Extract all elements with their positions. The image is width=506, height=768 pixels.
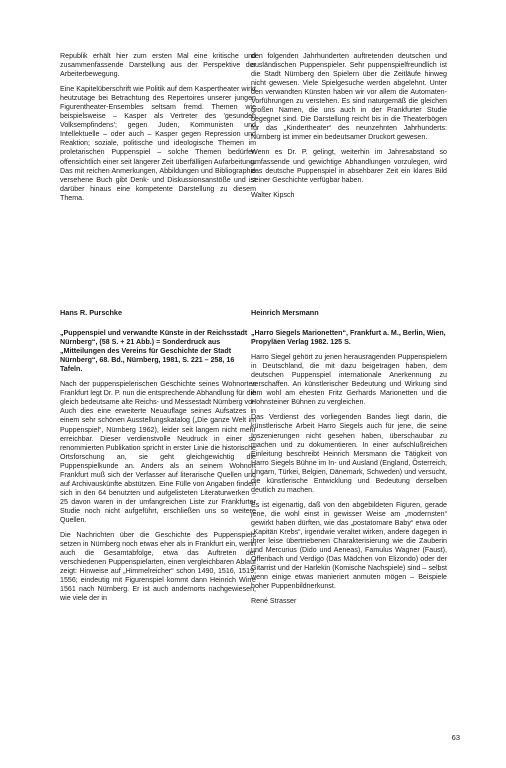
paragraph: Nach der puppenspielerischen Geschichte seines Wohnortes Frankfurt legt Dr. P. nun die entsprechende Abhandlung für die gleich bedeutsame alte Reichs- und Messestadt Nürnberg vor. Auch dies eine erweiterte Neuauflage seines Aufsatzes in einem sehr schönen Ausstellungskatalog („Die ganze Welt im Puppenspiel“, Nürnberg 1962), leider seit langem nicht mehr erreichbar. Dieser verdienstvolle Neudruck in einer so renommierten Publikation spricht in erster Linie die historische Ortsforschung an, sie geht gleichgewichtig die Puppenspielkunde an. Anders als an seinem Wohnort Frankfurt muß sich der Verfasser auf literarische Quellen und auf Archivauskünfte abstützen. Eine Fülle von Angaben finden sich in den 64 benutzten und aufgelisteten Literaturwerken – 25 davon waren in der umfangreichen Liste zur Frankfurter Studie noch nicht aufgeführt, erschließen uns so weitere Quellen. [60,380,256,524]
top-right-column [251,52,447,206]
review-signature: Walter Kipsch [251,190,295,199]
review-author: Heinrich Mersmann [251,308,319,317]
paragraph: Eine Kapitelüberschrift wie Politik auf dem Kaspertheater wirkt heutzutage bei Betrachtung des Repertoires unserer jungen Figurentheater-Ensembles seltsam fremd. Themen wie beispielsweise – Kasper als Vertreter des 'gesunden Volksempfindens'; gegen Juden, Kommunisten und Intellektuelle – oder auch – Kasper gegen Repression und Reaktion; soziale, politische und ideologische Themen im proletarischen Puppenspiel – solche Themen bedürfen offensichtlich einer seit längerer Zeit überfälligen Aufarbeitung. Das mit reichen Anmerkungen, Abbildungen und Bibliographie versehene Buch gibt Denk- und Diskussionsanstöße und ist darüber hinaus eine kompetente Darstellung zu diesem Thema. [60,85,256,202]
page-number: 63 [451,733,460,742]
review-author: Hans R. Purschke [60,308,123,317]
review-title: „Puppenspiel und verwandte Künste in der Reichsstadt Nürnberg“, (58 S. + 21 Abb.) = Sonderdruck aus „Mitteilungen des Vereins für Geschichte der Stadt Nürnberg“, 68. Bd., Nürnberg, 1981, S. 221 – 258, 16 Tafeln. [60,329,248,374]
paragraph: Wenn es Dr. P. gelingt, weiterhin im Jahresabstand so umfassende und gewichtige Abhandlungen vorzulegen, wird das deutsche Puppenspiel in absehbarer Zeit ein klares Bild seiner Geschichte verfügbar haben. [251,148,447,184]
review-left [60,308,256,609]
review-title: „Harro Siegels Marionetten“, Frankfurt a. M., Berlin, Wien, Propyläen Verlag 1982. 125 S. [251,329,446,347]
paragraph: Die Nachrichten über die Geschichte des Puppenspiels setzen in Nürnberg noch etwas eher als in Frankfurt ein, wenn auch die Gesamtabfolge, etwa das Auftreten der verschiedenen Puppenspielarten, einen vergleichbaren Ablauf zeigt: Hinweise auf „Himmelreicher“ schon 1490, 1516, 1519, 1556; eindeutig mit Figurenspiel kommt dann Heinrich Wirre 1561 nach Nürnberg. Er ist auch andernorts nachgewiesen, wie viele der in [60,531,256,603]
review-right [251,308,447,612]
paragraph: Republik erhält hier zum ersten Mal eine kritische und zusammenfassende Darstellung aus der Perspektive der Arbeiterbewegung. [60,52,256,79]
top-left-column [60,52,256,209]
paragraph: Harro Siegel gehört zu jenen herausragenden Puppenspielern in Deutschland, die mit dazu beigetragen haben, dem deutschen Puppenspiel internationale Anerkennung zu verschaffen. An künstlerischer Bedeutung und Wirkung sind ihm wohl am ehesten Fritz Gerhards Marionetten und die Hohnsteiner Bühnen zu vergleichen. [251,353,447,407]
paragraph: Das Verdienst des vorliegenden Bandes liegt darin, die künstlerische Arbeit Harro Siegels auch für jene, die seine Inszenierungen nicht gesehen haben, überschaubar zu machen und zu dokumentieren. In einer aufschlußreichen Einleitung beschreibt Heinrich Mersmann die Tätigkeit von Harro Siegels Bühne im In- und Ausland (England, Österreich, Ungarn, Türkei, Belgien, Dänemark, Schweden) und versucht, die künstlerische Entwicklung und Bedeutung derselben deutlich zu machen. [251,413,447,494]
review-signature: René Strasser [251,597,297,606]
paragraph: den folgenden Jahrhunderten auftretenden deutschen und ausländischen Puppenspieler. Sehr puppenspielfreundlich ist die Stadt Nürnberg den Spielern über die Zeitläufe hinweg nicht gewesen. Viele Spielgesuche werden abgelehnt. Unter den verwandten Künsten haben wir vor allem die Automaten-Vorführungen zu verstehen. Es sind naturgemäß die gleichen großen Namen, die uns auch in der Frankfurter Studie begegnet sind. Die Darstellung reicht bis in die Theaterbögen für das „Kindertheater“ des neunzehnten Jahrhunderts: Nürnberg ist immer ein bedeutsamer Druckort gewesen. [251,52,447,142]
paragraph: Es ist eigenartig, daß von den abgebildeten Figuren, gerade jene, die wohl einst in gewisser Weise am „modernsten“ gewirkt haben dürften, wie das „postatomare Baby“ etwa oder „Kapitän Krebs“, irgendwie veraltet wirken, andere dagegen in ihrer leise übertriebenen Charakterisierung wie die Zauberin und Mercurius (Dido und Aeneas), Famulus Wagner (Faust), Offenbach und Verdigo (Das Mädchen von Elizondo) oder der Gitarrist und der Harlekin (Komische Nachspiele) sind – selbst wenn einige etwas manieriert anmuten mögen – Beispiele hoher Puppenbildnerkunst. [251,500,447,591]
